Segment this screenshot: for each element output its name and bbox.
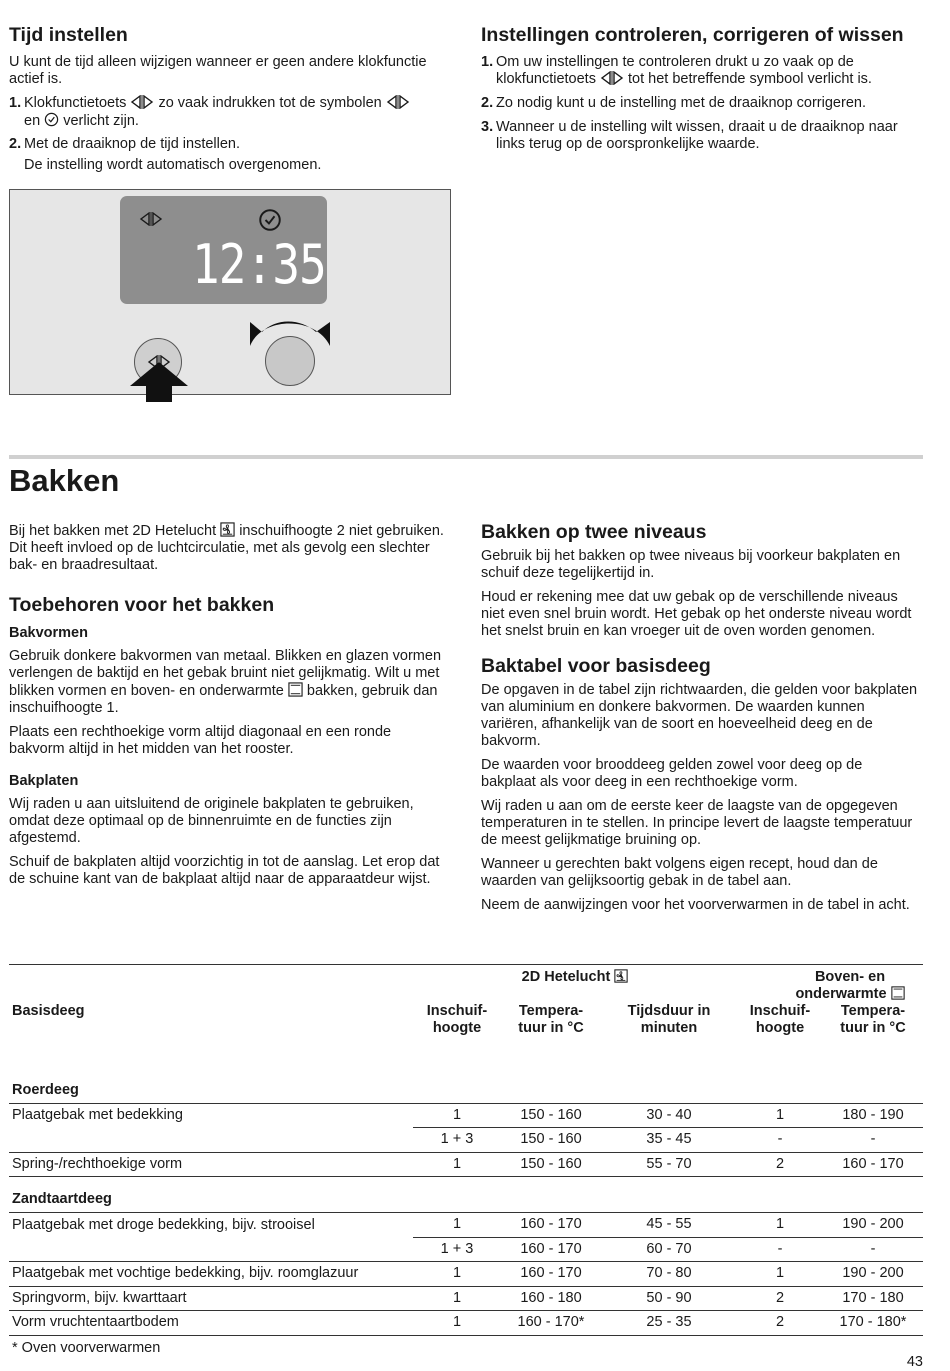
accessories-title: Toebehoren voor het bakken [9, 594, 275, 616]
time-readout: 12:35 [192, 233, 326, 296]
step-text: De instelling wordt automatisch overgenomen. [24, 157, 322, 173]
check-section-title: Instellingen controleren, corrigeren of wissen [481, 24, 904, 46]
group-header-topbottom [737, 965, 923, 1004]
baktabel-title: Baktabel voor basisdeeg [481, 655, 711, 677]
bakken-right-column [481, 521, 921, 921]
time-section-intro: U kunt de tijd alleen wijzigen wanneer er geen andere klokfunctie actief is. [9, 54, 427, 87]
table-section-label: Zandtaartdeeg [9, 1177, 923, 1213]
table-section-row [9, 1071, 923, 1103]
clock-icon [258, 208, 282, 232]
row-height: 1 [413, 1103, 501, 1128]
row-temp-2: 190 - 200 [823, 1262, 923, 1287]
row-temp: 150 - 160 [501, 1128, 601, 1153]
col-time: Tijdsduur in minuten [627, 1003, 711, 1036]
baktabel-paragraph: De opgaven in de tabel zijn richtwaarden, die gelden voor bakplaten van aluminium en donkere bakvormen. De waarden kunnen variëren, afhankelijk van de soort en hoeveelheid deeg en de bakvorm. [481, 682, 918, 749]
col-temp-2: Tempera- tuur in °C [840, 1003, 906, 1036]
step-number: 1. [481, 54, 494, 70]
row-name: Plaatgebak met droge bedekking, bijv. strooisel [12, 1216, 315, 1233]
col-temp: Tempera- tuur in °C [518, 1003, 584, 1036]
row-height: 1 [413, 1286, 501, 1311]
row-height: 1 [413, 1311, 501, 1336]
step-number: 1. [9, 95, 22, 111]
step-text: Klokfunctietoets [24, 95, 127, 111]
fan-heating-icon [220, 522, 235, 537]
col-basisdeeg: Basisdeeg [12, 1003, 85, 1019]
paragraph-text: Gebruik donkere bakvormen van metaal. Blikken en glazen vormen verlengen de baktijd en het gebak bruint niet gelijkmatig. Wilt u met blikken vormen en boven- en onderwarmte [9, 648, 442, 699]
step-number: 2. [481, 95, 494, 111]
step-text: en [24, 113, 41, 129]
table-row [9, 1311, 923, 1336]
step-text: Wanneer u de instelling wilt wissen, draait u de draaiknop naar links terug op de oorspronkelijke waarde. [496, 119, 898, 152]
row-temp: 160 - 180 [501, 1286, 601, 1311]
step-text: Met de draaiknop de tijd instellen. [24, 136, 241, 152]
row-height: 1 + 3 [413, 1128, 501, 1153]
bakken-left-column [9, 522, 449, 895]
row-name: Vorm vruchtentaartbodem [9, 1311, 413, 1336]
bakplaten-title: Bakplaten [9, 773, 79, 789]
time-steps [9, 95, 449, 174]
table-row [9, 1152, 923, 1177]
row-height-2: - [737, 1128, 823, 1153]
row-height-2: 1 [737, 1213, 823, 1238]
row-time: 55 - 70 [601, 1152, 737, 1177]
paragraph-text: bakken, gebruik dan inschuifhoogte 1. [9, 683, 438, 716]
row-temp: 150 - 160 [501, 1103, 601, 1128]
table-section-row [9, 1177, 923, 1213]
table-column-header [9, 1003, 923, 1071]
check-steps [481, 54, 921, 153]
step-text: Zo nodig kunt u de instelling met de draaiknop corrigeren. [496, 95, 866, 111]
row-time: 30 - 40 [601, 1103, 737, 1128]
row-height: 1 [413, 1152, 501, 1177]
col-height-2: Inschuif- hoogte [749, 1003, 811, 1036]
row-temp: 160 - 170 [501, 1262, 601, 1287]
row-height-2: 2 [737, 1286, 823, 1311]
two-levels-paragraph: Gebruik bij het bakken op twee niveaus bij voorkeur bakplaten en schuif deze tegelijkertijd in. [481, 548, 901, 581]
baktabel-paragraph-2: De waarden voor brooddeeg gelden zowel voor deeg op de bakplaat als voor deeg in een rechthoekige vorm. [481, 757, 863, 790]
check-step-2 [481, 95, 921, 112]
bakplaten-paragraph-2: Schuif de bakplaten altijd voorzichtig in tot de aanslag. Let erop dat de schuine kant van de bakplaat altijd naar de apparaatdeur wijst. [9, 854, 440, 887]
oven-display-illustration [9, 189, 451, 395]
step-number: 3. [481, 119, 494, 135]
clock-function-arrows-icon [130, 95, 154, 109]
clock-function-arrows-icon [386, 95, 410, 109]
table-group-header [9, 965, 923, 1004]
time-step-2 [9, 136, 449, 174]
table-section-label: Roerdeeg [9, 1071, 923, 1103]
group-header-fan [413, 965, 737, 1004]
baktabel-paragraph-3: Wij raden u aan om de eerste keer de laagste van de opgegeven temperaturen in te stellen. In principe levert de laagste temperatuur de meest gelijkmatige bruining op. [481, 798, 913, 848]
table-row [9, 1262, 923, 1287]
row-name [9, 1237, 413, 1262]
row-height-2: - [737, 1237, 823, 1262]
row-name: Springvorm, bijv. kwarttaart [9, 1286, 413, 1311]
top-bottom-heating-icon [288, 682, 303, 697]
bakplaten-paragraph: Wij raden u aan uitsluitend de originele bakplaten te gebruiken, omdat deze optimaal op de binnenruimte en de functies zijn afgestemd. [9, 796, 414, 846]
row-temp-2: 170 - 180* [823, 1311, 923, 1336]
row-time: 25 - 35 [601, 1311, 737, 1336]
table-footnote: * Oven voorverwarmen [12, 1339, 161, 1356]
baktabel-paragraph-4: Wanneer u gerechten bakt volgens eigen recept, houd dan de waarden van gelijksoortig gebak in de tabel aan. [481, 856, 878, 889]
bakvormen-paragraph [9, 648, 449, 717]
fan-heating-icon [614, 969, 628, 983]
table-row [9, 1286, 923, 1311]
step-number: 2. [9, 136, 22, 152]
row-temp: 160 - 170 [501, 1237, 601, 1262]
top-bottom-heating-icon [891, 986, 905, 1000]
baking-table [9, 964, 923, 1361]
row-temp: 160 - 170 [501, 1213, 601, 1238]
page-number: 43 [906, 1354, 923, 1370]
row-height-2: 2 [737, 1311, 823, 1336]
step-text: Om uw instellingen te controleren drukt u zo vaak op de klokfunctietoets [496, 54, 854, 87]
table-row [9, 1237, 923, 1262]
row-temp-2: - [823, 1128, 923, 1153]
check-step-1 [481, 54, 921, 88]
table-body [9, 1071, 923, 1335]
row-height-2: 1 [737, 1103, 823, 1128]
check-step-3 [481, 119, 921, 153]
row-name [9, 1128, 413, 1153]
row-time: 45 - 55 [601, 1213, 737, 1238]
two-levels-paragraph-2: Houd er rekening mee dat uw gebak op de verschillende niveaus niet even snel bruin wordt. Het gebak op het onderste niveau wordt het snelst bruin en kan vroeger uit de oven worden genomen. [481, 589, 912, 639]
table-row [9, 1128, 923, 1153]
two-levels-title: Bakken op twee niveaus [481, 521, 707, 543]
row-time: 35 - 45 [601, 1128, 737, 1153]
table-row [9, 1103, 923, 1128]
bakvormen-title: Bakvormen [9, 625, 88, 641]
row-name: Plaatgebak met vochtige bedekking, bijv. roomglazuur [9, 1262, 413, 1287]
step-text: verlicht zijn. [63, 113, 139, 129]
rotary-knob[interactable] [265, 336, 315, 386]
row-temp: 160 - 170* [501, 1311, 601, 1336]
row-temp-2: 180 - 190 [823, 1103, 923, 1128]
row-height: 1 [413, 1213, 501, 1238]
check-section [481, 24, 921, 160]
row-time: 60 - 70 [601, 1237, 737, 1262]
baktabel-paragraph-5: Neem de aanwijzingen voor het voorverwarmen in de tabel in acht. [481, 897, 910, 913]
press-arrow-icon [128, 362, 190, 402]
table-row [9, 1213, 923, 1238]
clock-function-arrows-icon [600, 71, 624, 85]
row-time: 50 - 90 [601, 1286, 737, 1311]
row-temp-2: 170 - 180 [823, 1286, 923, 1311]
group-label: 2D Hetelucht [521, 969, 611, 985]
time-section [9, 24, 449, 181]
group-label: Boven- en onderwarmte [795, 969, 887, 1002]
row-height: 1 [413, 1262, 501, 1287]
row-name: Plaatgebak met bedekking [12, 1107, 183, 1123]
intro-text: inschuifhoogte 2 niet gebruiken. Dit heeft invloed op de luchtcirculatie, met als gevolg een slechter bak- en braadresultaat. [9, 523, 444, 573]
row-name: Spring-/rechthoekige vorm [9, 1152, 413, 1177]
section-separator [9, 455, 923, 459]
row-time: 70 - 80 [601, 1262, 737, 1287]
row-temp-2: - [823, 1237, 923, 1262]
time-step-1 [9, 95, 449, 130]
lcd-display [120, 196, 327, 304]
row-temp-2: 190 - 200 [823, 1213, 923, 1238]
clock-function-arrows-icon [138, 212, 164, 226]
row-height-2: 1 [737, 1262, 823, 1287]
bakken-title: Bakken [9, 463, 120, 498]
bakvormen-paragraph-2: Plaats een rechthoekige vorm altijd diagonaal en een ronde bakvorm altijd in het midden van het rooster. [9, 724, 392, 757]
clock-icon [44, 112, 59, 127]
step-text: tot het betreffende symbool verlicht is. [628, 71, 872, 87]
time-section-title: Tijd instellen [9, 24, 128, 46]
row-height-2: 2 [737, 1152, 823, 1177]
col-height: Inschuif- hoogte [426, 1003, 488, 1036]
row-height: 1 + 3 [413, 1237, 501, 1262]
intro-text: Bij het bakken met 2D Hetelucht [9, 523, 217, 539]
bakken-intro [9, 522, 449, 574]
step-text: zo vaak indrukken tot de symbolen [158, 95, 382, 111]
table-footnote-row [9, 1335, 923, 1361]
row-temp: 150 - 160 [501, 1152, 601, 1177]
row-temp-2: 160 - 170 [823, 1152, 923, 1177]
